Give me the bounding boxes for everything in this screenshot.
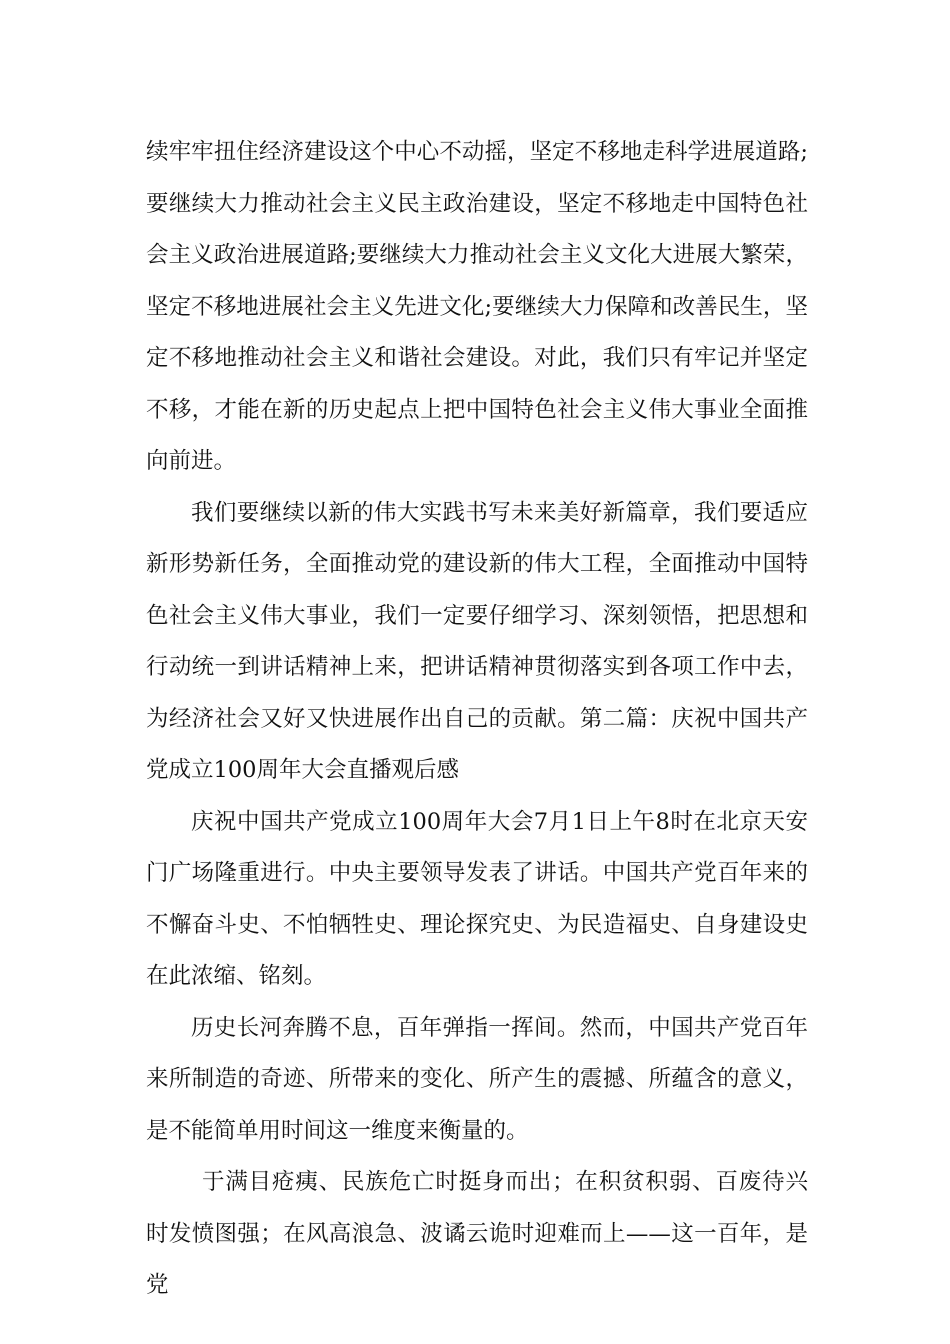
- document-body: [146, 127, 808, 1312]
- paragraph-practice: 我们要继续以新的伟大实践书写未来美好新篇章，我们要适应新形势新任务，全面推动党的建设新的伟大工程，全面推动中国特色社会主义伟大事业，我们一定要仔细学习、深刻领悟，把思想和行动统一到讲话精神上来，把讲话精神贯彻落实到各项工作中去，为经济社会又好又快进展作出自己的贡献。第二篇：庆祝中国共产党成立100周年大会直播观后感: [146, 499, 808, 783]
- paragraph-century: 于满目疮痍、民族危亡时挺身而出；在积贫积弱、百废待兴时发愤图强；在风高浪急、波谲云诡时迎难而上——这一百年，是党: [146, 1169, 808, 1298]
- paragraph-continuation: 续牢牢扭住经济建设这个中心不动摇，坚定不移地走科学进展道路;要继续大力推动社会主义民主政治建设，坚定不移地走中国特色社会主义政治进展道路;要继续大力推动社会主义文化大进展大繁荣，坚定不移地进展社会主义先进文化;要继续大力保障和改善民生，坚定不移地推动社会主义和谐社会建设。对此，我们只有牢记并坚定不移，才能在新的历史起点上把中国特色社会主义伟大事业全面推向前进。: [146, 139, 808, 474]
- paragraph-history: 历史长河奔腾不息，百年弹指一挥间。然而，中国共产党百年来所制造的奇迹、所带来的变化、所产生的震撼、所蕴含的意义，是不能简单用时间这一维度来衡量的。: [146, 1014, 808, 1144]
- paragraph-ceremony: 庆祝中国共产党成立100周年大会7月1日上午8时在北京天安门广场隆重进行。中央主要领导发表了讲话。中国共产党百年来的不懈奋斗史、不怕牺牲史、理论探究史、为民造福史、自身建设史在此浓缩、铭刻。: [146, 808, 808, 989]
